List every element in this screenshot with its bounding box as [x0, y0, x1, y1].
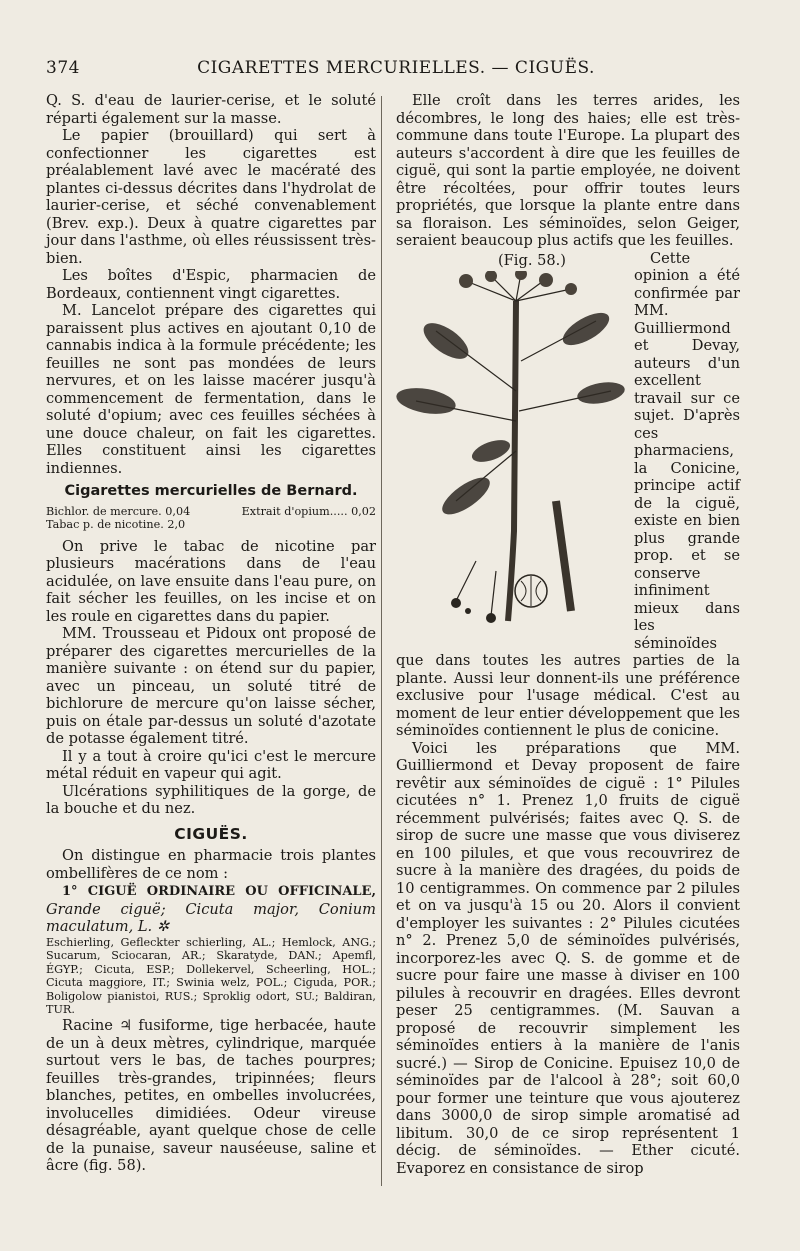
paragraph: Cette opinion a été confirmée par MM. Guilliermond et Devay, auteurs d'un excellent travail sur ce sujet. D'après ces pharmaciens, la Conicine, principe actif de la ciguë, existe en bien plus grande prop. et se conserve infiniment mieux dans les séminoïdes que dans toutes les autres parties de la plante. Aussi leur donnent-ils une préférence exclusive pour l'usage médical. C'est au moment de leur entier développement que les séminoïdes contiennent le plus de conicine. [396, 249, 740, 739]
right-column [396, 92, 740, 1177]
hemlock-plant-illustration [396, 271, 628, 637]
paragraph: On distingue en pharmacie trois plantes ombellifères de ce nom : [46, 847, 376, 882]
species-lead: 1° CIGUË ORDINAIRE OU OFFICINALE, [62, 884, 376, 899]
paragraph: Voici les préparations que MM. Guilliermond et Devay proposent de faire revêtir aux séminoïdes de ciguë : 1° Pilules cicutées n° 1. Prenez 1,0 fruits de ciguë récemment pulvérisés; faites avec Q. S. de sirop de sucre une masse que vous diviserez en 100 pilules, et que vous recouvrirez de sucre à la manière des dragées, du poids de 10 centigrammes. On commence par 2 pilules et on va jusqu'à 15 ou 20. Alors il convient d'employer les suivantes : 2° Pilules cicutées n° 2. Prenez 5,0 de séminoïdes pulvérisés, incorporez-les avec Q. S. de gomme et de sucre pour faire une masse à diviser en 100 pilules à recouvrir en dragées. Elles devront peser 25 centigrammes. (M. Sauvan a proposé de recouvrir simplement les séminoïdes entiers à la manière de l'anis sucré.) — Sirop de Conicine. Epuisez 10,0 de séminoïdes par de l'alcool à 28°; soit 60,0 pour former une teinture que vous ajouterez dans 3000,0 de sirop simple aromatisé ad libitum. 30,0 de ce sirop représentent 1 décig. de séminoïdes. — Ether cicuté. Evaporez en consistance de sirop [396, 739, 740, 1177]
column-divider [381, 96, 382, 1186]
paragraph: Ulcérations syphilitiques de la gorge, de la bouche et du nez. [46, 782, 376, 817]
page-number: 374 [46, 58, 80, 78]
species-names: Grande ciguë; Cicuta major, Conium maculatum, L. ✲ [46, 900, 376, 935]
paragraph: Il y a tout à croire qu'ici c'est le mercure métal réduit en vapeur qui agit. [46, 747, 376, 782]
running-title: CIGARETTES MERCURIELLES. — CIGUËS. [197, 58, 595, 78]
formula-cell: Tabac p. de nicotine. 2,0 [46, 518, 186, 531]
paragraph-cigue-ordinaire [46, 882, 376, 936]
paragraph: Les boîtes d'Espic, pharmacien de Bordeaux, contiennent vingt cigarettes. [46, 267, 376, 302]
left-column [46, 92, 376, 1175]
formula-cell: Extrait d'opium..... 0,02 [241, 504, 376, 518]
formula-table [46, 505, 376, 532]
synonyms-list: Eschierling, Gefleckter schierling, AL.; Hemlock, ANG.; Sucarum, Sciocaran, AR.; Skaratyde, DAN.; Apemfl, ÉGYP.; Cicuta, ESP.; Dollekervel, Scheerling, HOL.; Cicuta maggiore, IT.; Swinia welz, POL.; Ciguda, POR.; Boligolow pianistoi, RUS.; Sproklig odort, SU.; Baldiran, TUR. [46, 935, 376, 1017]
running-header [46, 58, 746, 82]
section-heading-bernard: Cigarettes mercurielles de Bernard. [64, 483, 358, 499]
paragraph: MM. Trousseau et Pidoux ont proposé de préparer des cigarettes mercurielles de la manière suivante : on étend sur du papier, avec un pinceau, un soluté titré de bichlorure de mercure qu'on laisse sécher, puis on étale par-dessus un soluté d'azotate de potasse également titré. [46, 625, 376, 747]
paragraph: Le papier (brouillard) qui sert à confectionner les cigarettes est préalablement lavé avec le macératé des plantes ci-dessus décrites dans l'hydrolat de laurier-cerise, et séché convenablement (Brev. exp.). Deux à quatre cigarettes par jour dans l'asthme, où elles réussissent très-bien. [46, 127, 376, 267]
figure-caption: (Fig. 58.) [497, 251, 566, 269]
paragraph: M. Lancelot prépare des cigarettes qui paraissent plus actives en ajoutant 0,10 de cannabis indica à la formule précédente; les feuilles ne sont pas mondées de leurs nervures, et on les laisse macérer jusqu'à commencement de fermentation, dans le soluté d'opium; avec ces feuilles séchées à une douce chaleur, on fait les cigarettes. Elles constituent ainsi les cigarettes indiennes. [46, 302, 376, 477]
formula-row [46, 505, 376, 519]
formula-cell: Bichlor. de mercure. 0,04 [46, 504, 191, 518]
formula-row [46, 518, 376, 532]
paragraph: Q. S. d'eau de laurier-cerise, et le soluté réparti également sur la masse. [46, 92, 376, 127]
paragraph: On prive le tabac de nicotine par plusieurs macérations dans de l'eau acidulée, on lave ensuite dans l'eau pure, on fait sécher les feuilles, on les incise et on les roule en cigarettes dans du papier. [46, 537, 376, 625]
paragraph: Elle croît dans les terres arides, les décombres, le long des haies; elle est très-commune dans toute l'Europe. La plupart des auteurs s'accordent à dire que les feuilles de ciguë, qui sont la partie employée, ne doivent être récoltées, pour offrir toutes leurs propriétés, que lorsque la plante entre dans sa floraison. Les séminoïdes, selon Geiger, seraient beaucoup plus actifs que les feuilles. [396, 92, 740, 249]
paragraph: Racine ♃ fusiforme, tige herbacée, haute de un à deux mètres, cylindrique, marquée surtout vers le bas, de taches pourpres; feuilles très-grandes, tripinnées; fleurs blanches, petites, en ombelles involucrées, involucelles dimidiées. Odeur vireuse désagréable, ayant quelque chose de celle de la punaise, saveur nauséeuse, saline et âcre (fig. 58). [46, 1017, 376, 1175]
section-heading-cigues: CIGUËS. [174, 824, 248, 843]
figure-58 [396, 252, 628, 640]
